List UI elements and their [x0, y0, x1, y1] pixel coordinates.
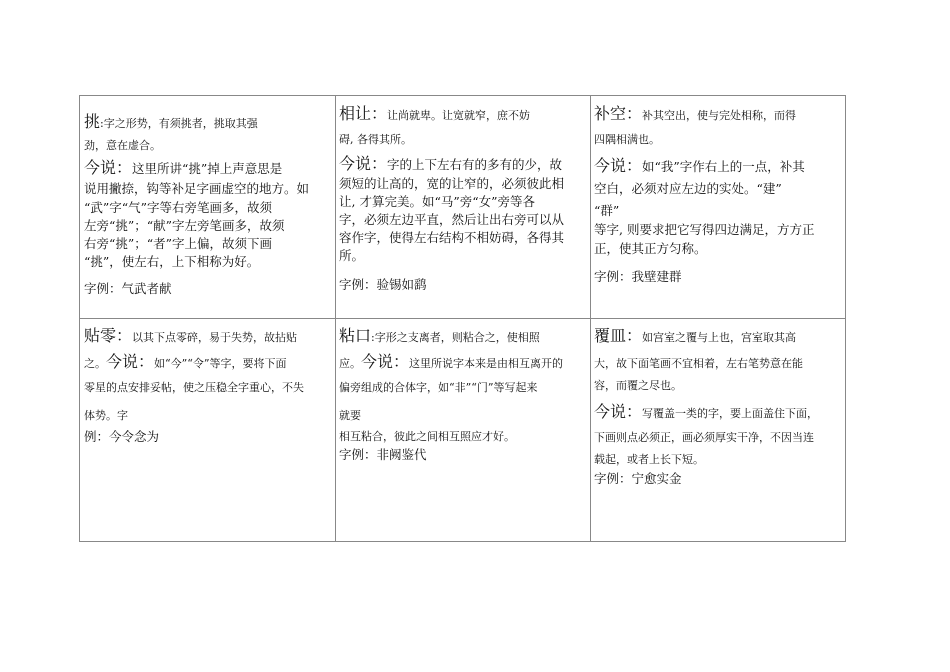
row-divider	[80, 318, 845, 319]
jinshuo-label: 今说：	[339, 154, 388, 173]
cell-explanation: 字的上下左右有的多有的少，故	[387, 157, 563, 172]
cell-definition: 让尚就卑。让宽就窄，庶不妨	[387, 109, 531, 122]
cell-fumin	[594, 324, 844, 488]
cell-example: 字例：我壁建群	[594, 269, 682, 284]
jinshuo-label: 今说：	[361, 352, 410, 371]
cell-definition-cont: 四隅相满也。	[594, 133, 660, 146]
cell-example: 字例：气武者献	[84, 281, 172, 296]
cell-explanation-line: 让, 才算完美。如“马”旁“女”旁等各	[339, 194, 536, 209]
cell-explanation-line: 所。	[339, 248, 365, 263]
cell-title: 覆皿：	[594, 326, 643, 345]
cell-explanation-line: 字，必须左边平直，然后让出右旁可以从	[339, 212, 565, 227]
cell-definition-cont: 故下面笔画不宜相着，左右笔势意在能	[616, 357, 803, 370]
cell-example: 例：今令念为	[84, 429, 160, 444]
cell-explanation: 这里所讲“挑”掉上声意思是	[132, 161, 283, 176]
principles-table	[79, 95, 846, 542]
cell-definition: :字之形势，有须挑者，挑取其强	[100, 117, 258, 130]
cell-explanation-line: 零星的点安排妥帖，使之压稳全字重心，不失	[84, 381, 304, 394]
cell-definition: 补其空出，使与完处相称，而得	[642, 109, 797, 122]
cell-explanation-line: “挑”，使左右，上下相称为好。	[84, 254, 260, 269]
cell-title: 补空：	[594, 104, 643, 123]
cell-explanation-line: 就要	[339, 409, 361, 422]
cell-explanation-line: “群”	[594, 203, 620, 218]
cell-xiangrang	[339, 102, 587, 293]
cell-title: 相让：	[339, 104, 388, 123]
cell-title: 贴零：	[84, 326, 133, 345]
cell-example: 字例：宁愈实金	[594, 471, 682, 486]
cell-definition: 以其下点零碎，易于失势，故拈贴	[132, 331, 298, 344]
cell-title: 粘口	[339, 326, 372, 345]
cell-explanation-line: 等字, 则要求把它写得四边满足，方方正	[594, 222, 815, 237]
cell-tieling	[84, 324, 332, 446]
cell-definition-cont: 大，	[594, 357, 616, 370]
cell-explanation-line: 容作字，使得左右结构不相妨碍，各得其	[339, 230, 565, 245]
cell-explanation-line: 正，使其正方匀称。	[594, 241, 707, 256]
cell-example: 字例：非阙鉴代	[339, 447, 427, 462]
cell-tiao	[84, 110, 332, 297]
cell-bukong	[594, 102, 844, 285]
cell-title: 挑	[84, 112, 101, 131]
cell-explanation-line: 须短的让高的，宽的让窄的，必须彼此相	[339, 176, 565, 191]
cell-explanation-line: 载起，或者上长下短。	[594, 453, 704, 466]
cell-definition: 如宫室之覆与上也，宫室取其高	[642, 331, 797, 344]
jinshuo-label: 今说：	[594, 156, 643, 175]
cell-explanation-line: 右旁“挑”；“者”字上偏，故须下画	[84, 236, 273, 251]
jinshuo-label: 今说：	[594, 402, 643, 421]
cell-explanation-line: 偏旁组成的合体字，如“非”“门”等写起来	[339, 381, 538, 394]
cell-explanation: 写覆盖一类的字，要上面盖住下面，	[642, 407, 819, 420]
cell-explanation-line: 空白，必须对应左边的实处。“建”	[594, 181, 782, 196]
cell-explanation-line: “武”字“气”字等右旁笔画多，故须	[84, 200, 273, 215]
cell-definition-cont: 碍, 各得其所。	[339, 133, 412, 146]
cell-explanation: 如“今”“令”等字，要将下面	[154, 357, 287, 370]
cell-definition-cont: 容，而覆之尽也。	[594, 379, 682, 392]
cell-explanation-line: 说用撇捺，钩等补足字画虚空的地方。如	[84, 181, 310, 196]
cell-niankou	[339, 324, 587, 464]
jinshuo-label: 今说：	[106, 352, 155, 371]
cell-explanation-line: 体势。字	[84, 409, 128, 422]
cell-explanation: 这里所说字本来是由相互离开的	[409, 357, 564, 370]
cell-explanation-line: 左旁“挑”；“献”字左旁笔画多，故须	[84, 218, 285, 233]
cell-definition-cont: 之。	[84, 357, 106, 370]
cell-definition-cont: 应。	[339, 357, 361, 370]
cell-example: 字例：验锡如鹞	[339, 277, 427, 292]
cell-explanation: 如“我”字作右上的一点，补其	[642, 159, 805, 174]
cell-definition-cont: 劲，意在虚合。	[84, 139, 161, 152]
jinshuo-label: 今说：	[84, 158, 133, 177]
cell-explanation-line: 相互粘合，彼此之间相互照应才好。	[339, 430, 515, 443]
cell-explanation-line: 下画则点必须正，画必须厚实干净，不因当连	[594, 431, 814, 444]
cell-definition: :字形之支离者，则粘合之，使相照	[371, 331, 540, 344]
